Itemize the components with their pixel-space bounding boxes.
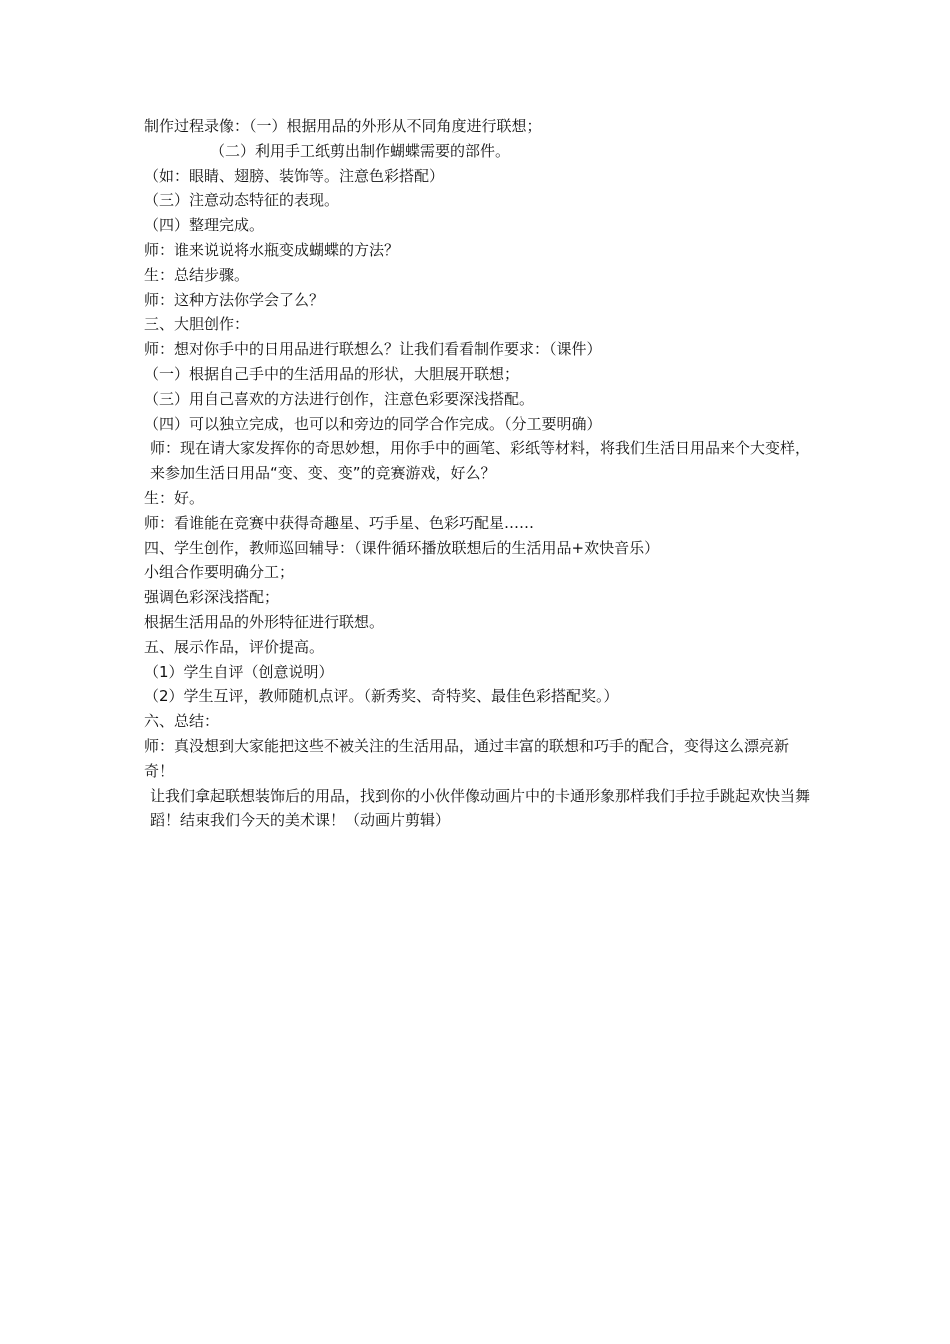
text-line: 师：想对你手中的日用品进行联想么？让我们看看制作要求：（课件） — [144, 340, 602, 359]
text-line: 生：总结步骤。 — [144, 265, 250, 284]
section-heading: 六、总结： — [144, 712, 220, 731]
paragraph: 让我们拿起联想装饰后的用品，找到你的小伙伴像动画片中的卡通形象那样我们手拉手跳起欢快当舞蹈！结束我们今天的美术课！（动画片剪辑） — [150, 786, 811, 830]
text-line: 师：看谁能在竞赛中获得奇趣星、巧手星、色彩巧配星…… — [144, 513, 535, 532]
section-heading: 五、展示作品，评价提高。 — [144, 637, 325, 656]
text-line: 根据生活用品的外形特征进行联想。 — [144, 612, 385, 631]
paragraph: 师：真没想到大家能把这些不被关注的生活用品，通过丰富的联想和巧手的配合，变得这么漂亮新奇！ — [144, 736, 790, 780]
text-line: 制作过程录像：（一）根据用品的外形从不同角度进行联想； — [144, 117, 542, 135]
text-line: （如：眼睛、翅膀、装饰等。注意色彩搭配） — [144, 166, 445, 185]
text-line: 强调色彩深浅搭配； — [144, 588, 280, 607]
text-line: （三）注意动态特征的表现。 — [144, 191, 340, 210]
paragraph: 师：现在请大家发挥你的奇思妙想，用你手中的画笔、彩纸等材料，将我们生活日用品来个大变样，来参加生活日用品“变、变、变”的竞赛游戏，好么？ — [150, 439, 811, 483]
section-heading: 三、大胆创作： — [144, 315, 250, 334]
text-line: （一）根据自己手中的生活用品的形状，大胆展开联想； — [144, 364, 520, 383]
text-line: （三）用自己喜欢的方法进行创作，注意色彩要深浅搭配。 — [144, 389, 535, 408]
section-heading: 四、学生创作，教师巡回辅导：（课件循环播放联想后的生活用品+欢快音乐） — [144, 538, 660, 557]
text-line: （1）学生自评（创意说明） — [144, 662, 334, 681]
text-line: （2）学生互评，教师随机点评。（新秀奖、奇特奖、最佳色彩搭配奖。） — [144, 687, 619, 706]
text-line: 师：谁来说说将水瓶变成蝴蝶的方法？ — [144, 240, 400, 259]
document-body — [144, 114, 812, 833]
text-line: （四）可以独立完成，也可以和旁边的同学合作完成。（分工要明确） — [144, 414, 602, 433]
text-line: （二）利用手工纸剪出制作蝴蝶需要的部件。 — [210, 141, 511, 160]
text-line: 师：这种方法你学会了么？ — [144, 290, 325, 309]
text-line: 生：好。 — [144, 488, 205, 507]
text-line: 小组合作要明确分工； — [144, 563, 295, 582]
text-line: （四）整理完成。 — [144, 216, 265, 235]
